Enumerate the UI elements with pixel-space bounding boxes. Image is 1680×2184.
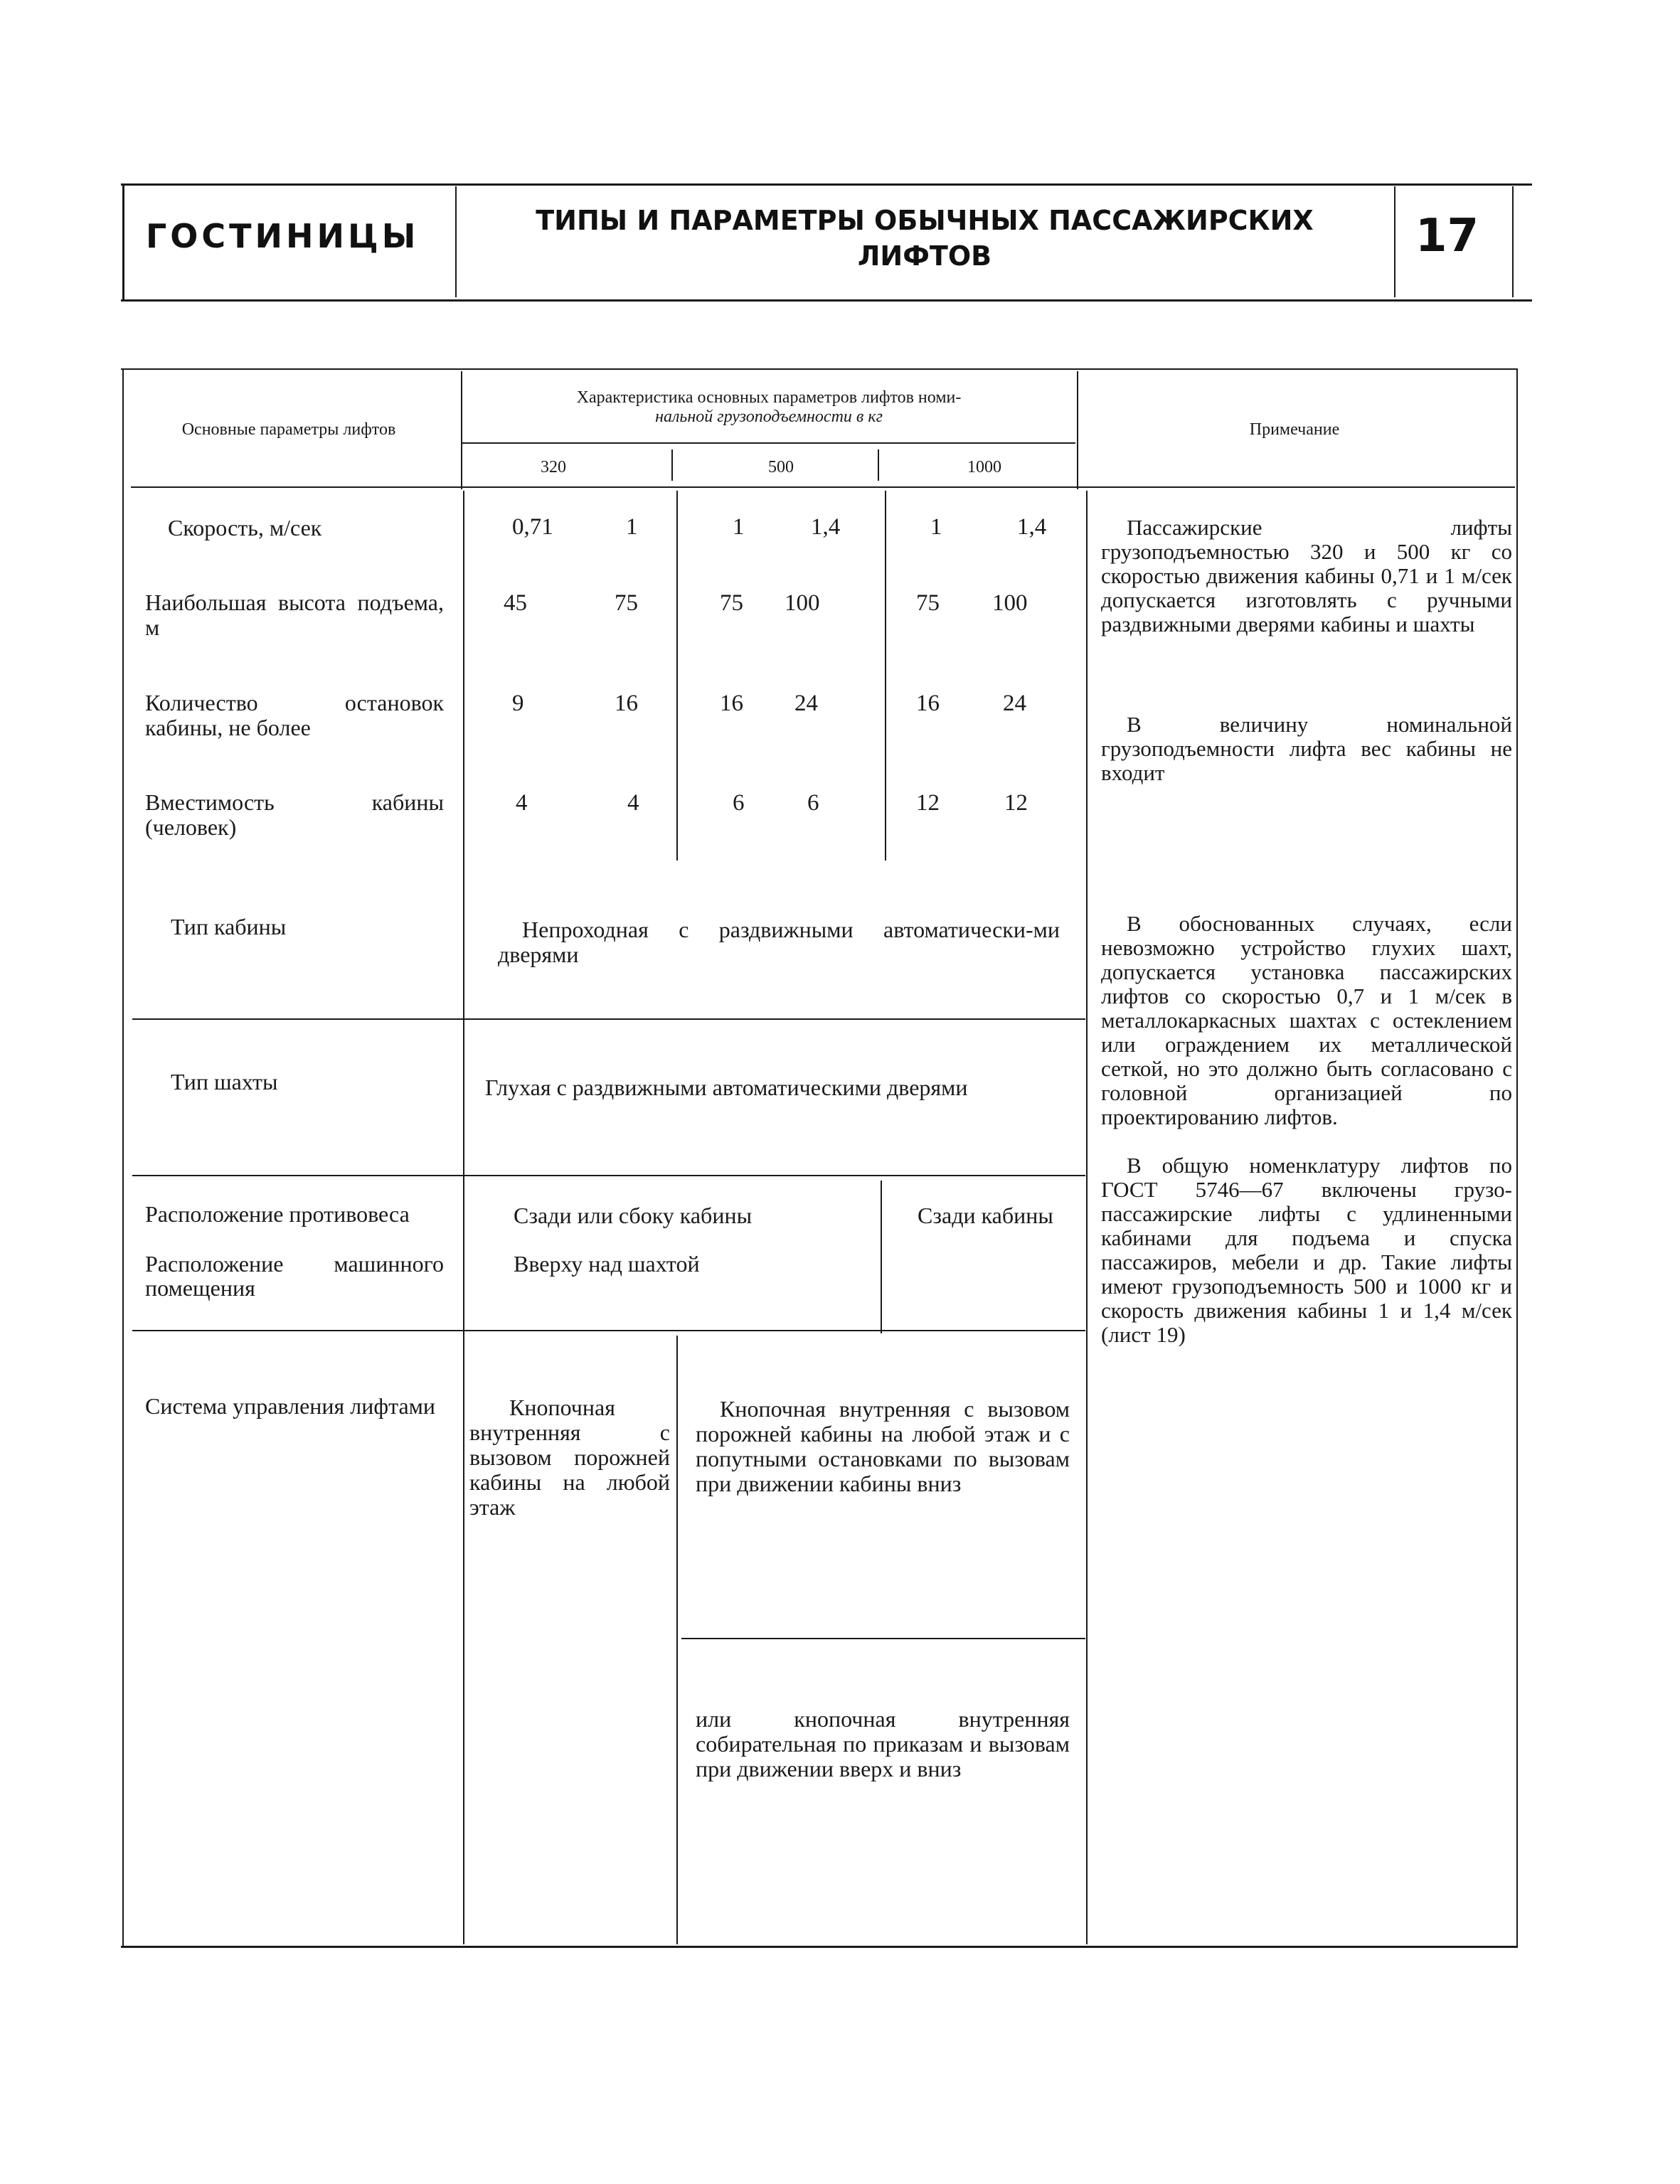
col-divider — [463, 491, 464, 1944]
value-cell: 100 — [992, 590, 1028, 616]
col-divider — [878, 449, 879, 481]
row-divider — [132, 1018, 1085, 1020]
value-cell: 16 — [615, 691, 638, 716]
value-cell: 1 — [930, 514, 942, 540]
control-value-other-alt: или кнопочная внутренняя собирательная по приказам и вызовам при движении вверх и вниз — [696, 1706, 1070, 1781]
value-cell: 6 — [733, 790, 745, 816]
value-cell: 6 — [807, 790, 819, 816]
col-divider — [885, 491, 886, 861]
capacity-500: 500 — [768, 458, 794, 476]
col-header-note: Примечание — [1249, 420, 1340, 439]
row-label-counterweight: Расположение противовеса — [145, 1201, 410, 1227]
value-cell: 0,71 — [512, 514, 553, 540]
table-top-rule — [121, 368, 1518, 370]
value-cell: 1,4 — [811, 514, 841, 540]
row-label-height: Наибольшая высота подъема, м — [145, 590, 444, 640]
header-top-rule — [121, 183, 1532, 186]
header-divider — [1394, 186, 1395, 297]
header-bottom-rule — [121, 299, 1532, 302]
value-cell: 4 — [627, 790, 639, 816]
value-cell: 4 — [516, 790, 528, 816]
page-title-line2: ЛИФТОВ — [857, 240, 992, 272]
note-4: В общую номенклатуру лифтов по ГОСТ 5746—67 включены грузо-пассажирские лифты с удлиненными кабинами для подъема и спуска пассажиров, мебели и др. Такие лифты имеют грузоподъемность 500 и 1000 кг и скорость движения кабины 1 и 1,4 м/сек (лист 19) — [1101, 1153, 1512, 1347]
col-divider — [671, 449, 673, 481]
value-cell: 45 — [504, 590, 527, 616]
col-divider — [1086, 491, 1088, 1944]
header-divider — [455, 186, 457, 297]
col-divider — [676, 1336, 678, 1944]
control-value-320: Кнопочная внутренняя с вызовом порожней кабины на любой этаж — [469, 1395, 670, 1520]
capacity-320: 320 — [541, 458, 566, 476]
value-cell: 100 — [785, 590, 820, 616]
note-1: Пассажирские лифты грузоподъемностью 320 и 500 кг со скоростью движения кабины 0,71 и 1 м/сек допускается изготовлять с ручными раздвижными дверями кабины и шахты — [1101, 515, 1512, 636]
value-cell: 75 — [916, 590, 940, 616]
note-3: В обоснованных случаях, если невозможно устройство глухих шахт, допускается установка пассажирских лифтов со скоростью 0,7 и 1 м/сек в металлокаркасных шахтах с остеклением или ограждением их металлической сеткой, но это должно быть согласовано с головной организацией по проектированию лифтов. — [1101, 911, 1512, 1129]
note-2: В величину номинальной грузоподъемности лифта вес кабины не входит — [1101, 712, 1512, 785]
col-divider — [1077, 371, 1078, 489]
value-cell: 12 — [916, 790, 940, 816]
col-divider — [676, 491, 678, 861]
row-divider — [132, 1330, 1085, 1331]
value-cell: 24 — [1003, 691, 1026, 716]
table-left-rule — [122, 368, 124, 1947]
row-label-cabin-type: Тип кабины — [171, 914, 287, 939]
row-divider — [132, 1175, 1085, 1176]
value-cell: 9 — [512, 691, 524, 716]
table-bottom-rule — [121, 1946, 1518, 1948]
value-cell: 75 — [720, 590, 743, 616]
col-header-characteristics-line2: нальной грузоподъемности в кг — [655, 407, 883, 426]
row-label-stops: Количество остановок кабины, не более — [145, 690, 444, 740]
page-title — [469, 203, 1380, 274]
machine-room-value: Вверху над шахтой — [514, 1251, 700, 1277]
cabin-type-value: Непроходная с раздвижными автоматически-ми дверями — [498, 917, 1060, 967]
shaft-type-value: Глухая с раздвижными автоматическими дверями — [485, 1075, 968, 1100]
value-cell: 16 — [916, 691, 940, 716]
header-divider — [1512, 186, 1514, 297]
counterweight-value: Сзади или сбоку кабины — [514, 1203, 753, 1228]
header-divider — [122, 183, 124, 302]
col-header-params: Основные параметры лифтов — [181, 420, 396, 439]
section-title: ГОСТИНИЦЫ — [146, 217, 420, 255]
value-cell: 1,4 — [1017, 514, 1047, 540]
row-label-machine-room: Расположение машинного помещения — [145, 1251, 444, 1301]
page-title-line1: ТИПЫ И ПАРАМЕТРЫ ОБЫЧНЫХ ПАССАЖИРСКИХ — [536, 205, 1314, 236]
row-label-speed: Скорость, м/сек — [168, 515, 322, 540]
row-divider — [681, 1638, 1085, 1639]
counterweight-value-1000: Сзади кабины — [918, 1203, 1053, 1228]
subheader-rule — [462, 442, 1075, 444]
table-right-rule — [1516, 368, 1518, 1947]
control-value-other: Кнопочная внутренняя с вызовом порожней кабины на любой этаж и с попутными остановками по вызовам при движении кабины вниз — [696, 1396, 1070, 1496]
capacity-1000: 1000 — [967, 458, 1001, 476]
col-divider — [461, 371, 462, 489]
row-label-persons: Вместимость кабины (человек) — [145, 789, 444, 840]
col-header-characteristics-line1: Характеристика основных параметров лифтов номи- — [576, 388, 962, 407]
header-bottom-rule — [131, 486, 1515, 488]
value-cell: 12 — [1004, 790, 1028, 816]
value-cell: 1 — [626, 514, 638, 540]
row-label-shaft-type: Тип шахты — [171, 1069, 278, 1094]
value-cell: 24 — [794, 691, 818, 716]
row-label-control: Система управления лифтами — [145, 1393, 436, 1419]
value-cell: 16 — [720, 691, 743, 716]
col-divider — [881, 1181, 882, 1333]
sheet-number: 17 — [1415, 210, 1479, 262]
col-header-characteristics — [469, 388, 1068, 427]
value-cell: 1 — [733, 514, 745, 540]
value-cell: 75 — [615, 590, 638, 616]
